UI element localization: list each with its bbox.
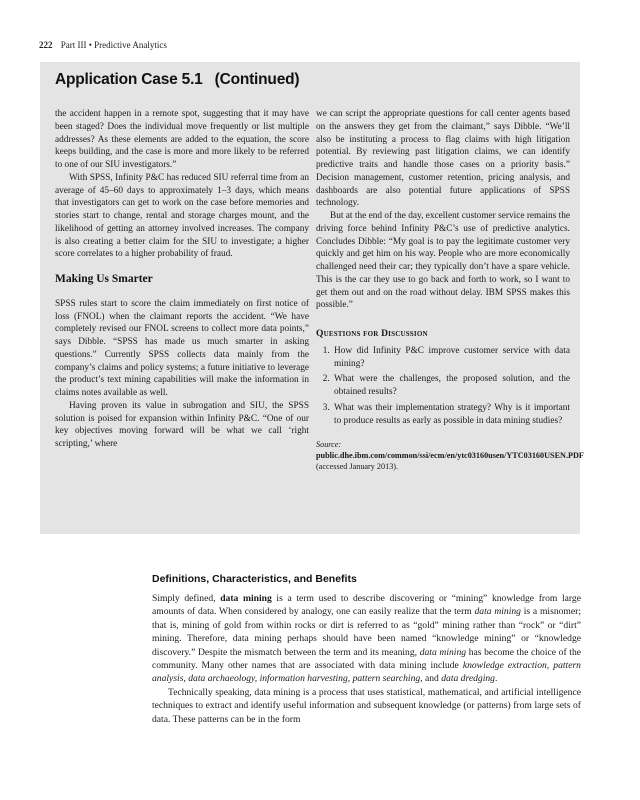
source-label: Source: [316,440,342,450]
body-text-run: and [422,673,442,685]
running-head [39,40,167,50]
term-data-mining: data mining [220,593,272,604]
body-text-run: has become the choice of the community. Many other names that are associated with data mining include [152,646,582,672]
term-emphasis: data mining [419,646,467,658]
alternate-names: knowledge extraction, pattern analysis, data archaeology, information harvesting, pattern searching, [152,660,581,685]
page-number: 222 [39,40,53,50]
case-right-paragraph-2: But at the end of the day, excellent customer service remains the driving force behind Infinity P&C’s use of predictive analytics. Concludes Dibble: “My goal is to pay the legitimate customer very quickly and get him on his way. People who are more economically challenged need their car; they typically don’t have a spare vehicle. This is the car they use to go back and forth to work, so I want to get them out and on the road without delay. IBM SPSS makes this possible.” [316,211,570,311]
case-left-paragraph-4: Having proven its value in subrogation and SIU, the SPSS solution is poised for expansion within Infinity P&C. “One of our key objectives moving forward will be what we call ‘right scripting,’ where [55,400,309,449]
question-item: 2. What were the challenges, the proposed solution, and the obtained results? [332,373,570,399]
case-title-main: Application Case 5.1 [55,71,203,88]
source-url[interactable]: public.dhe.ibm.com/common/ssi/ecm/en/ytc03160usen/YTC03160USEN.PDF [316,451,584,461]
body-paragraph-2: Technically speaking, data mining is a process that uses statistical, mathematical, and artificial intelligence techniques to extract and identify useful information and subsequent knowledge (or patterns) from large sets of data. These patterns can be in the form [152,686,581,725]
body-text-run: Simply defined, [152,593,221,604]
case-left-column [55,108,309,451]
section-heading: Definitions, Characteristics, and Benefits [152,573,357,585]
case-left-paragraph-3: SPSS rules start to score the claim immediately on first notice of loss (FNOL) when the claimant reports the accident. “We have completely revised our FNOL screens to collect more data points,” says Dibble. “SPSS has made us much smarter in asking questions.” Currently SPSS collects data mainly from the company’s claims and policy systems; a future initiative to leverage the product’s text mining capabilities will make the information in claims notes available as well. [55,298,309,398]
part-title: Predictive Analytics [94,40,167,50]
body-text-run: . [494,673,498,685]
case-right-column [316,108,584,472]
case-right-paragraph-1: we can script the appropriate questions for call center agents based on the answers they get from the claimant,” says Dibble. “We’ll also be instituting a process to flag claims with high litigation potential. By reviewing past litigation claims, we can identify predictive traits and handle those cases on a priority basis.” Decision management, customer retention, pricing analysis, and dashboards are also potential future applications of SPSS technology. [316,109,570,209]
section-body [152,592,581,726]
body-paragraph-1 [152,592,581,686]
case-title [55,71,299,89]
question-item: 1. How did Infinity P&C improve customer service with data mining? [332,345,570,371]
case-title-suffix: (Continued) [214,71,300,88]
term-emphasis: data dredging [441,673,495,685]
term-emphasis: data mining [474,606,521,618]
source-accessed: (accessed January 2013). [316,462,399,472]
case-subheading: Making Us Smarter [55,273,153,285]
body-text-run: is a term used to describe discovering or “mining” knowledge from large amounts of data. When considered by analogy, one can easily realize that the term [152,593,581,618]
application-case-box [40,62,584,534]
case-left-paragraph-2: With SPSS, Infinity P&C has reduced SIU referral time from an average of 45–60 days to approximately 1–3 days, which means that investigators can get to work on the case before memories and stories start to change, rental and storage charges mount, and the likelihood of getting an attorney involved increases. The company is also creating a better claim for the SIU to investigate; a higher score correlates to a higher probability of fraud. [55,172,309,260]
header-separator: • [88,40,92,50]
questions-list [316,345,570,428]
question-item: 3. What was their implementation strategy? Why is it important to produce results as early as possible in data mining studies? [332,402,570,428]
source-citation [316,439,584,472]
questions-heading: Questions for Discussion [316,329,428,339]
body-text-run: is a misnomer; that is, mining of gold from within rocks or dirt is referred to as “gold” mining rather than “rock” or “dirt” mining. Therefore, data mining perhaps should have been named “knowledge mining” or “knowledge discovery.” Despite the mismatch between the term and its meaning, [152,606,581,658]
part-label: Part III [60,40,87,50]
case-left-paragraph-1: the accident happen in a remote spot, suggesting that it may have been staged? Does the individual move frequently or list multiple addresses? As these elements are added to the equation, the score keeps building, and the case is more and more likely to be referred to one of our SIU investigators.” [55,109,309,170]
